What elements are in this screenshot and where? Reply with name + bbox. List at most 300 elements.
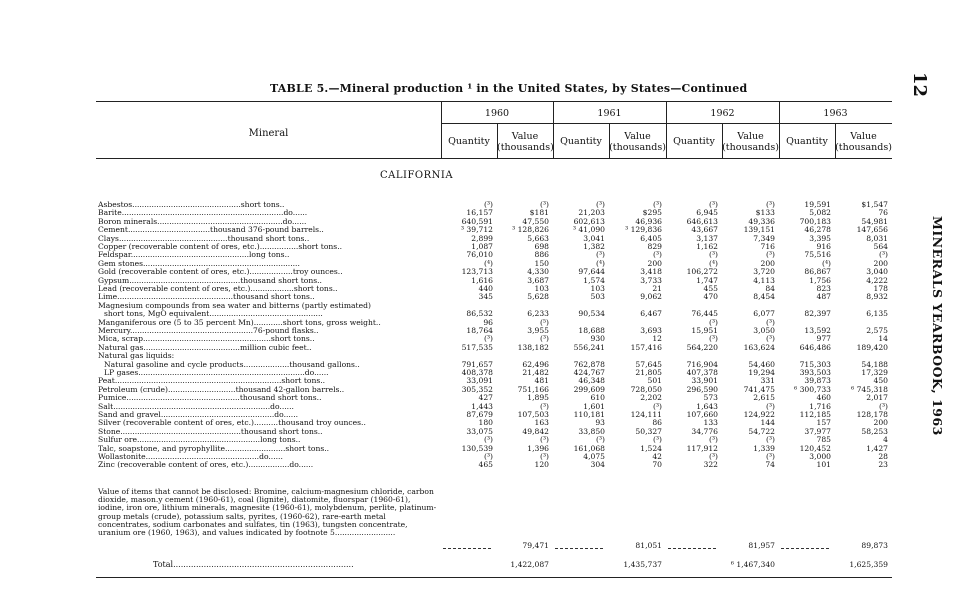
value-cell: 4,330 xyxy=(527,267,549,277)
value-cell: 200 xyxy=(873,258,888,268)
value-cell: (³) xyxy=(653,200,662,209)
quantity-cell: (³) xyxy=(709,200,718,209)
value-cell: 21 xyxy=(652,284,662,293)
value-cell: 886 xyxy=(534,250,549,260)
value-cell: 200 xyxy=(873,418,888,428)
quantity-cell: (³) xyxy=(484,334,493,344)
value-cell: 1,427 xyxy=(866,443,888,453)
quantity-cell: ³ 39,712 xyxy=(460,225,493,235)
quantity-cell: 610 xyxy=(590,393,605,403)
quantity-cell: 133 xyxy=(703,418,718,428)
quantity-cell: 76,010 xyxy=(466,250,493,260)
value-cell: 21,482 xyxy=(522,368,549,377)
quantity-cell: 455 xyxy=(703,284,718,293)
quantity-cell: 465 xyxy=(478,460,493,470)
value-cell: 331 xyxy=(760,376,775,386)
value-cell: 163 xyxy=(534,418,549,428)
quantity-cell: (⁴) xyxy=(596,258,605,268)
value-cell: 54,981 xyxy=(861,216,888,226)
value-cell: 62,496 xyxy=(522,359,549,369)
quantity-header: Quantity xyxy=(448,136,490,147)
value-cell: 58,253 xyxy=(861,426,888,436)
value-cell: (³) xyxy=(653,435,662,445)
note-row xyxy=(98,488,438,537)
value-cell: 4,113 xyxy=(753,275,775,285)
value-cell: (³) xyxy=(766,401,775,411)
quantity-cell: 112,185 xyxy=(799,410,831,419)
value-cell: 6,467 xyxy=(640,309,662,319)
value-cell: ⁶ 745,318 xyxy=(851,384,888,394)
quantity-cell: 117,912 xyxy=(686,443,718,453)
table-row xyxy=(98,352,894,360)
quantity-cell: 322 xyxy=(703,460,718,470)
value-cell: 3,040 xyxy=(866,267,888,277)
quantity-cell: 715,303 xyxy=(799,359,831,369)
value-cell: 3,418 xyxy=(640,267,662,277)
value-cell: $181 xyxy=(529,208,549,218)
value-header: Value (thousands) xyxy=(835,131,892,153)
table-row xyxy=(98,268,894,276)
quantity-cell: 460 xyxy=(816,393,831,403)
value-cell: 47,550 xyxy=(522,216,549,226)
quantity-cell: (³) xyxy=(484,435,493,445)
quantity-cell: 107,660 xyxy=(686,410,718,419)
value-cell: 128,178 xyxy=(856,410,888,419)
value-cell: 81,051 xyxy=(635,541,662,550)
value-cell: 57,645 xyxy=(635,359,662,369)
row-label: Gypsum..............................................thousand short tons.. xyxy=(98,276,322,285)
header-rule-bottom xyxy=(96,158,892,159)
quantity-cell: (³) xyxy=(709,435,718,445)
value-cell: ³ 129,836 xyxy=(625,225,662,235)
quantity-cell: 123,713 xyxy=(461,267,493,277)
value-cell: 2,202 xyxy=(640,393,662,403)
row-label: Feldspar.................................................long tons.. xyxy=(98,251,290,260)
quantity-cell: 110,181 xyxy=(573,410,605,419)
quantity-cell: 21,203 xyxy=(578,208,605,218)
quantity-cell: 4,075 xyxy=(583,452,605,461)
quantity-cell: ³ 41,090 xyxy=(572,225,605,235)
value-cell: 21,805 xyxy=(635,368,662,377)
value-cell: 42 xyxy=(652,452,662,461)
quantity-cell: 33,075 xyxy=(466,426,493,436)
row-label: Pumice...............................................thousand short tons.. xyxy=(98,394,322,403)
row-label: Natural gas........................................million cubic feet.. xyxy=(98,343,312,352)
row-label: Salt.................................................................do...... xyxy=(98,402,294,411)
quantity-cell: 503 xyxy=(590,292,605,302)
quantity-cell: 1,747 xyxy=(696,275,718,285)
value-cell: 9,062 xyxy=(640,292,662,302)
value-cell: (³) xyxy=(540,200,549,209)
quantity-cell: 82,397 xyxy=(804,309,831,319)
value-cell: 8,932 xyxy=(866,292,888,302)
row-label: Wollastonite...............................................do...... xyxy=(98,453,283,461)
value-cell: 46,936 xyxy=(635,216,662,226)
quantity-cell: 700,183 xyxy=(799,216,831,226)
quantity-cell: 18,764 xyxy=(466,326,493,335)
quantity-cell: 97,644 xyxy=(578,267,605,277)
quantity-cell: 76,445 xyxy=(691,309,718,319)
row-label: Boron minerals....................................................do...... xyxy=(98,217,307,226)
row-label: Mercury...................................................76-pound flasks.. xyxy=(98,327,319,335)
value-cell: 74 xyxy=(765,460,775,470)
quantity-cell: 46,348 xyxy=(578,376,605,386)
quantity-cell: (⁴) xyxy=(709,258,718,268)
value-cell: 12 xyxy=(652,334,662,344)
row-label: Stone..................................................thousand short tons.. xyxy=(98,427,323,436)
quantity-cell: (⁴) xyxy=(822,258,831,268)
quantity-cell: 977 xyxy=(816,334,831,344)
value-cell: 1,524 xyxy=(640,443,662,453)
quantity-cell: 564,220 xyxy=(686,342,718,352)
quantity-cell: 33,091 xyxy=(466,376,493,386)
row-label: Natural gas liquids: xyxy=(98,352,175,361)
row-label: Petroleum (crude)............................thousand 42-gallon barrels.. xyxy=(98,385,345,394)
quantity-cell: 96 xyxy=(483,317,493,327)
row-label: Gem stones................................................................. xyxy=(98,259,300,268)
value-cell: 124,922 xyxy=(743,410,775,419)
quantity-cell: 1,162 xyxy=(696,242,718,251)
table-row xyxy=(98,394,894,402)
value-cell: 79,471 xyxy=(522,541,549,550)
page-number: 12 xyxy=(909,72,930,98)
value-cell: 1,339 xyxy=(753,443,775,453)
value-cell: 5,628 xyxy=(527,292,549,302)
value-cell: 103 xyxy=(534,284,549,293)
value-cell: 89,873 xyxy=(861,541,888,550)
quantity-cell: 33,850 xyxy=(578,426,605,436)
quantity-cell: 517,535 xyxy=(461,342,493,352)
value-cell: (³) xyxy=(766,250,775,260)
value-cell: 1,435,737 xyxy=(623,560,662,569)
value-cell: 54,188 xyxy=(861,359,888,369)
value-cell: 76 xyxy=(878,208,888,218)
value-cell: 2,615 xyxy=(753,393,775,403)
quantity-cell: (³) xyxy=(709,250,718,260)
value-cell: 1,625,359 xyxy=(849,560,888,569)
quantity-cell: 304 xyxy=(590,460,605,470)
row-label: Magnesium compounds from sea water and bitterns (partly estimated) xyxy=(98,301,371,310)
row-label: Barite...................................................................do...... xyxy=(98,209,308,218)
quantity-cell: 87,679 xyxy=(466,410,493,419)
quantity-cell: 103 xyxy=(590,284,605,293)
quantity-cell: 101 xyxy=(816,460,831,470)
quantity-cell: 3,395 xyxy=(809,233,831,243)
value-cell: (³) xyxy=(653,250,662,260)
value-cell: 200 xyxy=(760,258,775,268)
value-cell: 3,693 xyxy=(640,326,662,335)
value-cell: 741,475 xyxy=(743,384,775,394)
quantity-cell: 1,382 xyxy=(583,242,605,251)
quantity-cell: 427 xyxy=(478,393,493,403)
table-row xyxy=(98,226,894,234)
value-cell: (³) xyxy=(540,435,549,445)
quantity-cell: 573 xyxy=(703,393,718,403)
quantity-cell: 93 xyxy=(595,418,605,428)
row-label: Lead (recoverable content of ores, etc.)..................short tons.. xyxy=(98,285,338,293)
value-cell: 139,151 xyxy=(743,225,775,235)
value-cell: (³) xyxy=(653,401,662,411)
quantity-cell: 180 xyxy=(478,418,493,428)
quantity-cell: 916 xyxy=(816,242,831,251)
quantity-header: Quantity xyxy=(673,136,715,147)
quantity-cell: 75,516 xyxy=(804,250,831,260)
value-cell: 150 xyxy=(534,258,549,268)
row-label: Peat.....................................................................short tons.. xyxy=(98,377,326,386)
value-cell: 124,111 xyxy=(630,410,662,419)
value-cell: 698 xyxy=(534,242,549,251)
value-cell: 1,895 xyxy=(527,393,549,403)
value-cell: 3,955 xyxy=(527,326,549,335)
value-cell: 4,222 xyxy=(866,275,888,285)
quantity-cell: 6,945 xyxy=(696,208,718,218)
quantity-cell: 1,443 xyxy=(471,401,493,411)
value-cell: (³) xyxy=(766,317,775,327)
quantity-cell: 13,592 xyxy=(804,326,831,335)
value-header: Value (thousands) xyxy=(609,131,666,153)
section-heading: CALIFORNIA xyxy=(380,170,454,181)
value-cell: (³) xyxy=(766,435,775,445)
value-cell: (³) xyxy=(540,334,549,344)
quantity-cell: 1,574 xyxy=(583,275,605,285)
value-cell: 6,135 xyxy=(866,309,888,319)
quantity-cell: 39,873 xyxy=(804,376,831,386)
value-cell: 70 xyxy=(652,460,662,470)
running-head: MINERALS YEARBOOK, 1963 xyxy=(930,216,945,436)
row-label: Cement..................................thousand 376-pound barrels.. xyxy=(98,226,324,235)
value-cell: 5,663 xyxy=(527,233,549,243)
quantity-cell: 424,767 xyxy=(573,368,605,377)
row-label: Sand and gravel...............................................do...... xyxy=(98,411,299,419)
value-cell: 17,329 xyxy=(861,368,888,377)
quantity-cell: 791,657 xyxy=(461,359,493,369)
quantity-cell: 86,867 xyxy=(804,267,831,277)
quantity-cell: 470 xyxy=(703,292,718,302)
value-cell: (³) xyxy=(766,334,775,344)
quantity-cell: 1,087 xyxy=(471,242,493,251)
value-cell: 4 xyxy=(883,435,888,445)
quantity-cell: 646,613 xyxy=(686,216,718,226)
row-label: Lime................................................thousand short tons.. xyxy=(98,293,315,302)
row-label: LP gases.....................................................................do...... xyxy=(104,369,329,377)
year-header: 1960 xyxy=(484,108,510,119)
quantity-cell: 161,068 xyxy=(573,443,605,453)
value-cell: 6,233 xyxy=(527,309,549,319)
quantity-cell: 33,901 xyxy=(691,376,718,386)
value-cell: 716 xyxy=(760,242,775,251)
value-cell: 564 xyxy=(873,242,888,251)
value-cell: $295 xyxy=(642,208,662,218)
value-cell: 81,957 xyxy=(748,541,775,550)
quantity-cell: 2,899 xyxy=(471,233,493,243)
quantity-cell: (³) xyxy=(596,435,605,445)
quantity-cell: (³) xyxy=(484,200,493,209)
row-label: Silver (recoverable content of ores, etc.)..........thousand troy ounces.. xyxy=(98,419,366,428)
quantity-cell: 716,904 xyxy=(686,359,718,369)
value-cell: 54,460 xyxy=(748,359,775,369)
value-cell: (³) xyxy=(540,452,549,461)
row-label: Manganiferous ore (5 to 35 percent Mn)............short tons, gross weight.. xyxy=(98,318,381,327)
value-cell: 144 xyxy=(760,418,775,428)
value-cell: ⁶ 1,467,340 xyxy=(730,560,775,569)
quantity-cell: 16,157 xyxy=(466,208,493,218)
value-cell: 49,336 xyxy=(748,216,775,226)
quantity-cell: 34,776 xyxy=(691,426,718,436)
value-cell: 23 xyxy=(878,460,888,470)
note-text: Value of items that cannot be disclosed: Bromine, calcium-magnesium chloride, carbon dioxide, mason.y cement (1960-61), coal (lignite), diatomite, fluorspar (1960-61), iodine, iron ore, lithium minerals, magnesite (1960-61), molybdenum, perlite, platinum-group metals (crude), potassium salts, pyrites, (1960-62), rare-earth metal concentrates, sodium carbonates and sulfates, tin (1963), tungsten concentrate, uranium ore (1960, 1963), and values indicated by footnote 5......................... xyxy=(98,487,437,538)
value-cell: (³) xyxy=(540,401,549,411)
value-cell: 8,031 xyxy=(866,233,888,243)
quantity-cell: 646,486 xyxy=(799,342,831,352)
blank-rule xyxy=(555,548,603,549)
row-label: Mica, scrap.....................................................short tons.. xyxy=(98,335,315,344)
value-cell: 3,720 xyxy=(753,267,775,277)
value-cell: 84 xyxy=(765,284,775,293)
value-cell: 14 xyxy=(878,334,888,344)
quantity-cell: 46,278 xyxy=(804,225,831,235)
quantity-cell: (³) xyxy=(709,334,718,344)
value-cell: (⁵) xyxy=(540,317,549,327)
value-cell: 6,405 xyxy=(640,233,662,243)
blank-rule xyxy=(443,548,491,549)
quantity-cell: 299,609 xyxy=(573,384,605,394)
value-cell: 2,017 xyxy=(866,393,888,403)
value-cell: 8,454 xyxy=(753,292,775,302)
table-row xyxy=(98,461,894,469)
value-cell: 450 xyxy=(873,376,888,386)
quantity-cell: 3,041 xyxy=(583,233,605,243)
quantity-cell: (⁴) xyxy=(484,258,493,268)
value-cell: 157,416 xyxy=(630,342,662,352)
row-label: Talc, soapstone, and pyrophyllite.........................short tons.. xyxy=(98,444,330,453)
value-cell: 120 xyxy=(534,460,549,470)
value-cell: 50,327 xyxy=(635,426,662,436)
value-cell: 3,050 xyxy=(753,326,775,335)
quantity-cell: 106,272 xyxy=(686,267,718,277)
quantity-cell: (³) xyxy=(709,317,718,327)
quantity-cell: 305,352 xyxy=(461,384,493,394)
value-cell: $1,547 xyxy=(861,200,888,209)
value-cell: 6,077 xyxy=(753,309,775,319)
quantity-cell: 345 xyxy=(478,292,493,302)
value-cell: 3,733 xyxy=(640,275,662,285)
row-label: Zinc (recoverable content of ores, etc.).................do...... xyxy=(98,461,314,470)
mineral-column-header: Mineral xyxy=(248,128,289,139)
value-cell: (³) xyxy=(879,250,888,260)
year-header: 1961 xyxy=(597,108,622,119)
total-label: Total....................................................................... xyxy=(153,560,354,569)
quantity-cell: 602,613 xyxy=(573,216,605,226)
value-cell: (³) xyxy=(879,401,888,411)
value-cell: 751,166 xyxy=(517,384,549,394)
quantity-cell: 1,716 xyxy=(809,401,831,411)
value-cell: 147,656 xyxy=(856,225,888,235)
value-cell: 501 xyxy=(647,376,662,386)
value-cell: 481 xyxy=(534,376,549,386)
quantity-header: Quantity xyxy=(786,136,828,147)
value-cell: 200 xyxy=(647,258,662,268)
row-label: Copper (recoverable content of ores, etc.)................short tons.. xyxy=(98,243,343,251)
quantity-cell: 1,616 xyxy=(471,275,493,285)
value-cell: 49,842 xyxy=(522,426,549,436)
value-cell: 107,503 xyxy=(517,410,549,419)
value-cell: (³) xyxy=(766,452,775,461)
row-label: Clays.............................................thousand short tons.. xyxy=(98,234,310,243)
quantity-cell: ⁶ 300,733 xyxy=(794,384,831,394)
quantity-cell: 1,756 xyxy=(809,275,831,285)
quantity-cell: 5,082 xyxy=(809,208,831,218)
year-header: 1963 xyxy=(823,108,848,119)
value-cell: $133 xyxy=(755,208,775,218)
quantity-cell: 1,601 xyxy=(583,401,605,411)
table-row xyxy=(98,310,894,318)
value-header: Value (thousands) xyxy=(497,131,554,153)
table-row xyxy=(98,344,894,352)
value-cell: (³) xyxy=(766,200,775,209)
value-cell: 28 xyxy=(878,452,888,461)
value-cell: 138,182 xyxy=(517,342,549,352)
table-row xyxy=(98,293,894,301)
header-rule-top xyxy=(96,101,892,102)
value-cell: ³ 128,826 xyxy=(512,225,549,235)
quantity-cell: 556,241 xyxy=(573,342,605,352)
value-cell: 54,722 xyxy=(748,426,775,436)
quantity-cell: 762,878 xyxy=(573,359,605,369)
table-title: TABLE 5.—Mineral production ¹ in the United States, by States—Continued xyxy=(270,82,748,95)
quantity-cell: 19,591 xyxy=(804,200,831,209)
total-rule xyxy=(96,577,892,578)
row-label: Asbestos.............................................short tons.. xyxy=(98,201,285,209)
quantity-cell: 823 xyxy=(816,284,831,293)
quantity-cell: 130,539 xyxy=(461,443,493,453)
value-cell: 1,396 xyxy=(527,443,549,453)
value-header: Value (thousands) xyxy=(722,131,779,153)
table-row xyxy=(98,436,894,444)
value-cell: 19,294 xyxy=(748,368,775,377)
value-cell: 2,575 xyxy=(866,326,888,335)
value-cell: 829 xyxy=(647,242,662,251)
quantity-cell: 408,378 xyxy=(461,368,493,377)
quantity-cell: 640,591 xyxy=(461,216,493,226)
value-cell: 178 xyxy=(873,284,888,293)
value-cell: 189,420 xyxy=(856,342,888,352)
quantity-cell: 157 xyxy=(816,418,831,428)
quantity-cell: 15,951 xyxy=(691,326,718,335)
row-label: Sulfur ore...................................................long tons.. xyxy=(98,436,301,445)
year-header: 1962 xyxy=(710,108,735,119)
quantity-cell: 3,137 xyxy=(696,233,718,243)
quantity-cell: (³) xyxy=(709,452,718,461)
quantity-cell: 37,977 xyxy=(804,426,831,436)
quantity-cell: 18,688 xyxy=(578,326,605,335)
quantity-cell: 407,378 xyxy=(686,368,718,377)
quantity-cell: 393,503 xyxy=(799,368,831,377)
quantity-cell: 1,643 xyxy=(696,401,718,411)
value-cell: 163,624 xyxy=(743,342,775,352)
quantity-cell: (³) xyxy=(484,452,493,461)
quantity-header: Quantity xyxy=(560,136,602,147)
blank-rule xyxy=(781,548,829,549)
quantity-cell: 120,452 xyxy=(799,443,831,453)
quantity-cell: 90,534 xyxy=(578,309,605,319)
quantity-cell: 296,590 xyxy=(686,384,718,394)
value-cell: 86 xyxy=(652,418,662,428)
value-cell: 728,050 xyxy=(630,384,662,394)
blank-rule xyxy=(668,548,716,549)
row-label: Natural gasoline and cycle products...................thousand gallons.. xyxy=(104,360,360,369)
quantity-cell: 86,532 xyxy=(466,309,493,319)
quantity-cell: (³) xyxy=(596,250,605,260)
